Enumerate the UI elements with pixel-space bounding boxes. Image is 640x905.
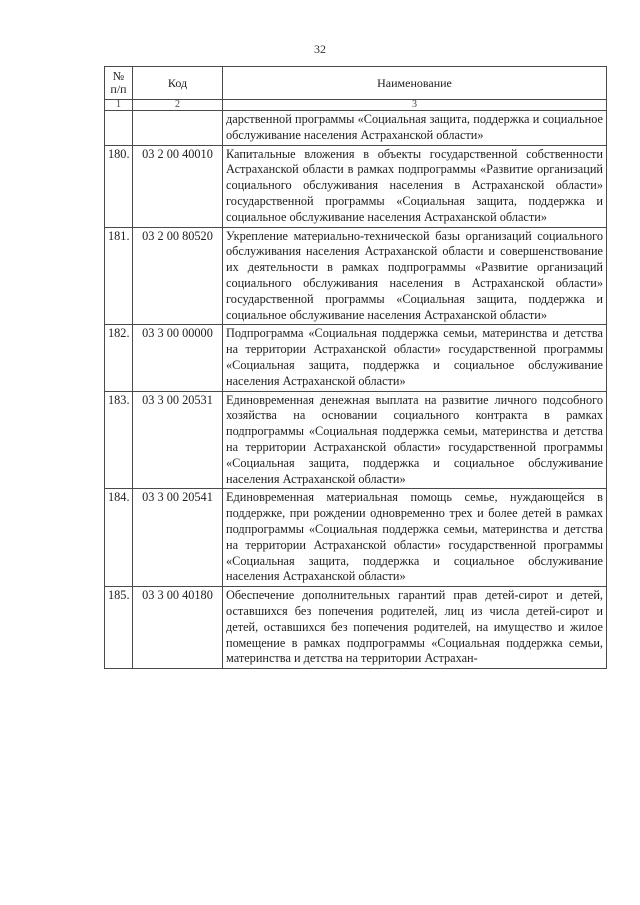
table-row — [105, 145, 607, 227]
row-name: Укрепление материально-технической базы организаций социального обслуживания населения Астраханской области и совершенствование их деятельности в рамках подпрограммы «Развитие организаций социального обслуживания населения в Астраханской области» государственной программы «Социальная защита, поддержка и социальное обслуживание населения Астраханской области» — [223, 227, 607, 325]
column-index: 1 — [105, 100, 133, 111]
header-code: Код — [133, 67, 223, 100]
row-code: 03 2 00 80520 — [133, 227, 223, 325]
table-row — [105, 391, 607, 489]
page-number: 32 — [314, 42, 326, 56]
header-name: Наименование — [223, 67, 607, 100]
column-index: 2 — [133, 100, 223, 111]
row-number: 184. — [105, 489, 133, 587]
table-header-row — [105, 67, 607, 100]
row-name: Капитальные вложения в объекты государственной собственности Астраханской области в рамках подпрограммы «Развитие организаций социального обслуживания населения в Астраханской области» государственной программы «Социальная защита, поддержка и социальное обслуживание населения Астраханской области» — [223, 145, 607, 227]
row-number — [105, 111, 133, 146]
row-name: Подпрограмма «Социальная поддержка семьи, материнства и детства на территории Астраханской области» государственной программы «Социальная защита, поддержка и социальное обслуживание населения Астраханской области» — [223, 325, 607, 391]
row-number: 183. — [105, 391, 133, 489]
row-code — [133, 111, 223, 146]
column-index-row — [105, 100, 607, 111]
header-num: № п/п — [105, 67, 133, 100]
table-row — [105, 227, 607, 325]
row-number: 181. — [105, 227, 133, 325]
column-index: 3 — [223, 100, 607, 111]
row-number: 180. — [105, 145, 133, 227]
row-name: Единовременная материальная помощь семье, нуждающейся в поддержке, при рождении одновременно трех и более детей в рамках подпрограммы «Социальная поддержка семьи, материнства и детства на территории Астраханской области» государственной программы «Социальная защита, поддержка и социальное обслуживание населения Астраханской области» — [223, 489, 607, 587]
row-number: 182. — [105, 325, 133, 391]
row-code: 03 3 00 20541 — [133, 489, 223, 587]
row-name: Единовременная денежная выплата на развитие личного подсобного хозяйства на основании социального контракта в рамках подпрограммы «Социальная поддержка семьи, материнства и детства на территории Астраханской области» государственной программы «Социальная защита, поддержка и социальное обслуживание населения Астраханской области» — [223, 391, 607, 489]
row-number: 185. — [105, 587, 133, 669]
row-name: Обеспечение дополнительных гарантий прав детей-сирот и детей, оставшихся без попечения родителей, лиц из числа детей-сирот и детей, оставшихся без попечения родителей, на имущество и жилое помещение в рамках подпрограммы «Социальная поддержка семьи, материнства и детства на территории Астрахан- — [223, 587, 607, 669]
row-code: 03 3 00 00000 — [133, 325, 223, 391]
table-row — [105, 587, 607, 669]
table-row — [105, 489, 607, 587]
table-row — [105, 111, 607, 146]
budget-classification-table — [104, 66, 607, 669]
row-code: 03 3 00 40180 — [133, 587, 223, 669]
row-name: дарственной программы «Социальная защита, поддержка и социальное обслуживание населения Астраханской области» — [223, 111, 607, 146]
table-row — [105, 325, 607, 391]
row-code: 03 3 00 20531 — [133, 391, 223, 489]
row-code: 03 2 00 40010 — [133, 145, 223, 227]
